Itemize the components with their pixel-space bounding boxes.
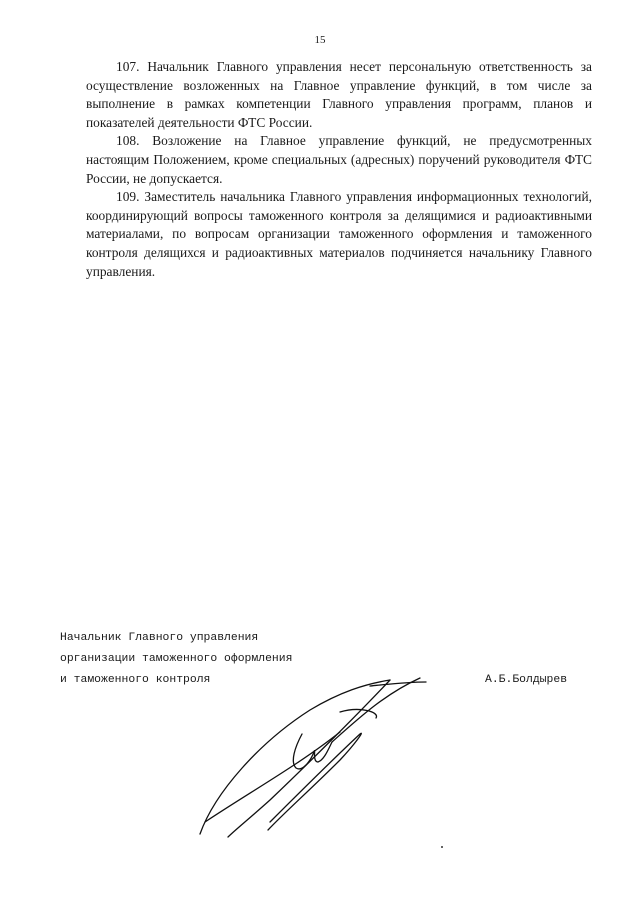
- handwritten-signature: [190, 672, 430, 852]
- paragraph-107: 107. Начальник Главного управления несет персональную ответственность за осуществление возложенных на Главное управление функций, в том числе за выполнение в рамках компетенции Главного управления программ, планов и показателей деятельности ФТС России.: [86, 59, 592, 130]
- paragraph-109: 109. Заместитель начальника Главного управления информационных технологий, координирующий вопросы таможенного контроля за делящимися и радиоактивными материалами, по вопросам организации таможенного оформления и таможенного контроля делящихся и радиоактивных материалов подчиняется начальнику Главного управления.: [86, 189, 592, 279]
- page-number: 15: [314, 34, 326, 46]
- signatory-title-line-2: организации таможенного оформления: [60, 653, 293, 665]
- paragraph-108: 108. Возложение на Главное управление функций, не предусмотренных настоящим Положением, кроме специальных (адресных) поручений руководителя ФТС России, не допускается.: [86, 133, 592, 186]
- ink-dot: [441, 846, 443, 848]
- signatory-name: А.Б.Болдырев: [485, 674, 568, 686]
- signatory-title-line-3: и таможенного контроля: [60, 674, 211, 686]
- signatory-title-line-1: Начальник Главного управления: [60, 632, 259, 644]
- document-body: [86, 58, 592, 281]
